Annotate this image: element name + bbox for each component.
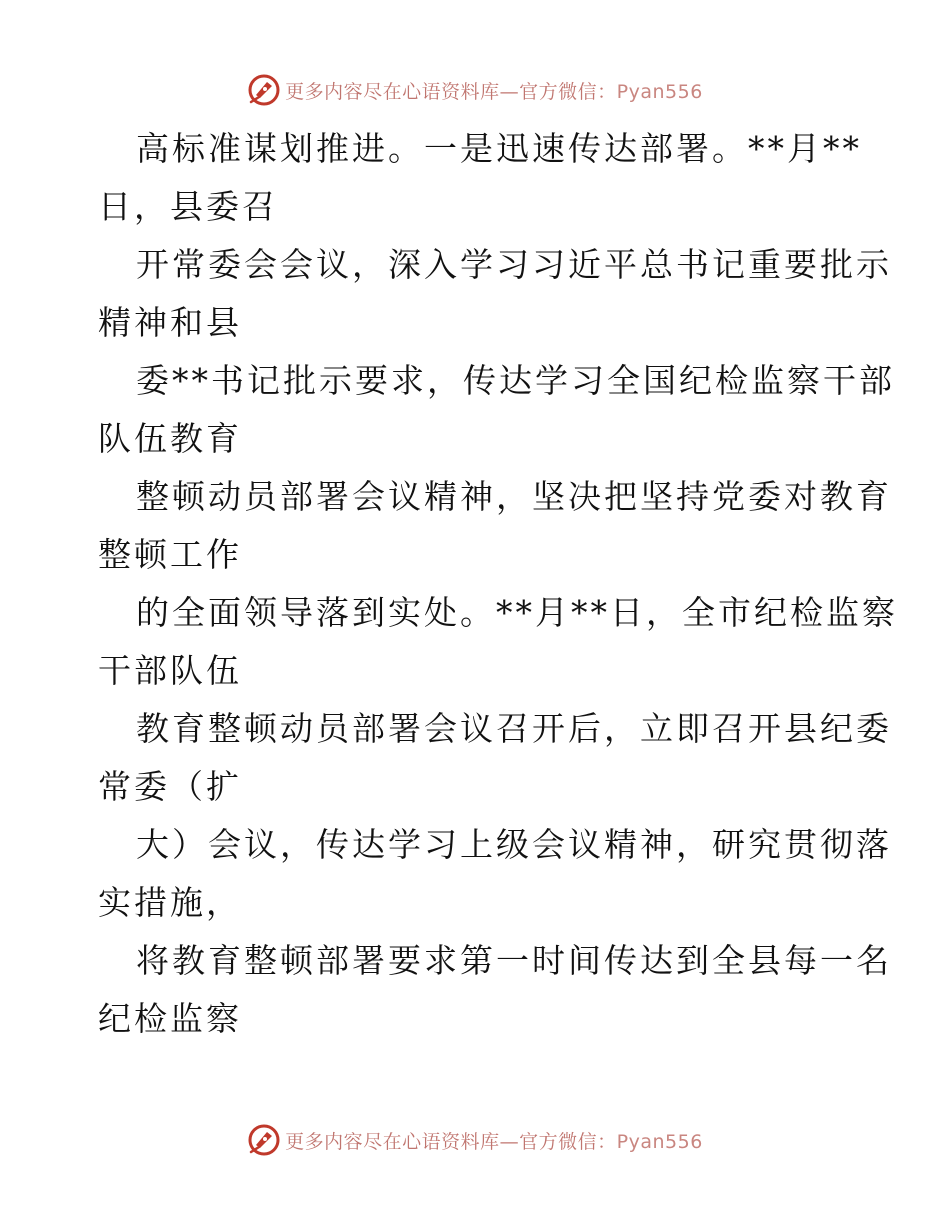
footer-banner-wechat-id: Pyan556 [616,1130,703,1153]
paragraph-line: 教育整顿动员部署会议召开后，立即召开县纪委 [136,709,892,748]
header-banner-text [285,77,703,104]
paragraph-line: 的全面领导落到实处。**月**日，全市纪检监察 [136,593,898,632]
paragraph-line: 高标准谋划推进。一是迅速传达部署。**月** [136,129,862,168]
paragraph-line: 委**书记批示要求，传达学习全国纪检监察干部 [136,361,895,400]
paragraph-line: 精神和县 [98,303,242,342]
header-banner-wechat-id: Pyan556 [616,80,703,103]
paragraph-line: 整顿动员部署会议精神，坚决把坚持党委对教育 [136,477,892,516]
paragraph-line: 大）会议，传达学习上级会议精神，研究贯彻落 [136,825,892,864]
header-banner-cn: 更多内容尽在心语资料库—官方微信： [285,80,617,103]
paragraph-line: 将教育整顿部署要求第一时间传达到全县每一名 [136,941,892,980]
pen-nib-logo-icon [247,73,281,107]
footer-banner-cn: 更多内容尽在心语资料库—官方微信： [285,1130,617,1153]
paragraph-line: 实措施， [98,883,242,922]
paragraph-line: 开常委会会议，深入学习习近平总书记重要批示 [136,245,892,284]
paragraph-line: 整顿工作 [98,535,242,574]
paragraph-line: 纪检监察 [98,999,242,1038]
footer-banner [0,1120,950,1160]
paragraph-line: 常委（扩 [98,767,242,806]
paragraph-line: 队伍教育 [98,419,242,458]
paragraph-line: 干部队伍 [98,651,242,690]
footer-banner-text [285,1127,703,1154]
pen-nib-logo-icon [247,1123,281,1157]
document-body [98,120,898,1048]
paragraph-line: 日，县委召 [98,187,278,226]
header-banner [0,70,950,110]
